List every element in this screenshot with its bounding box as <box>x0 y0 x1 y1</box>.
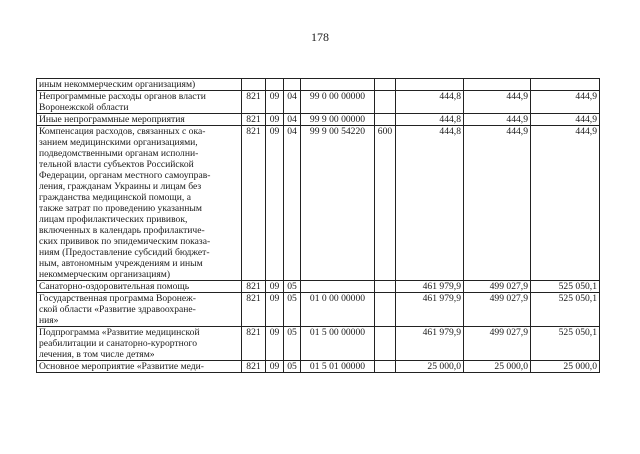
amount-year-3: 25 000,0 <box>531 361 600 373</box>
row-name: Основное мероприятие «Развитие меди- <box>37 361 242 373</box>
amount-year-1: 444,8 <box>396 126 464 281</box>
amount-year-2: 444,9 <box>464 114 531 126</box>
target-article: 01 5 01 00000 <box>301 361 375 373</box>
table-row <box>37 126 600 281</box>
amount-year-1 <box>396 79 464 91</box>
ministry-code: 821 <box>242 293 266 327</box>
row-name: иным некоммерческим организациям) <box>37 79 242 91</box>
ministry-code <box>242 79 266 91</box>
subsection-code: 04 <box>284 114 301 126</box>
amount-year-3: 444,9 <box>531 91 600 114</box>
row-name: Государственная программа Воронеж- ской области «Развитие здравоохране- ния» <box>37 293 242 327</box>
amount-year-2: 499 027,9 <box>464 281 531 293</box>
page-number: 178 <box>311 30 329 44</box>
section-code <box>266 79 284 91</box>
amount-year-3: 525 050,1 <box>531 327 600 361</box>
subsection-code: 05 <box>284 281 301 293</box>
amount-year-2: 499 027,9 <box>464 293 531 327</box>
section-code: 09 <box>266 114 284 126</box>
ministry-code: 821 <box>242 327 266 361</box>
section-code: 09 <box>266 361 284 373</box>
table-row <box>37 281 600 293</box>
amount-year-1: 25 000,0 <box>396 361 464 373</box>
amount-year-2: 499 027,9 <box>464 327 531 361</box>
section-code: 09 <box>266 327 284 361</box>
amount-year-3: 525 050,1 <box>531 281 600 293</box>
ministry-code: 821 <box>242 126 266 281</box>
budget-table <box>36 78 600 373</box>
amount-year-1: 444,8 <box>396 91 464 114</box>
expense-kind <box>375 79 396 91</box>
amount-year-1: 461 979,9 <box>396 281 464 293</box>
section-code: 09 <box>266 281 284 293</box>
table-row <box>37 91 600 114</box>
target-article: 99 0 00 00000 <box>301 91 375 114</box>
target-article: 99 9 00 54220 <box>301 126 375 281</box>
amount-year-1: 461 979,9 <box>396 327 464 361</box>
ministry-code: 821 <box>242 281 266 293</box>
amount-year-3 <box>531 79 600 91</box>
target-article <box>301 281 375 293</box>
row-name: Иные непрограммные мероприятия <box>37 114 242 126</box>
row-name: Санаторно-оздоровительная помощь <box>37 281 242 293</box>
row-name: Непрограммные расходы органов власти Воронежской области <box>37 91 242 114</box>
section-code: 09 <box>266 126 284 281</box>
subsection-code: 04 <box>284 91 301 114</box>
amount-year-2 <box>464 79 531 91</box>
amount-year-1: 461 979,9 <box>396 293 464 327</box>
subsection-code: 04 <box>284 126 301 281</box>
amount-year-2: 444,9 <box>464 126 531 281</box>
section-code: 09 <box>266 91 284 114</box>
table-row <box>37 293 600 327</box>
amount-year-3: 444,9 <box>531 114 600 126</box>
expense-kind <box>375 361 396 373</box>
target-article: 01 0 00 00000 <box>301 293 375 327</box>
target-article: 01 5 00 00000 <box>301 327 375 361</box>
target-article: 99 9 00 00000 <box>301 114 375 126</box>
table-row <box>37 79 600 91</box>
amount-year-1: 444,8 <box>396 114 464 126</box>
section-code: 09 <box>266 293 284 327</box>
subsection-code <box>284 79 301 91</box>
expense-kind: 600 <box>375 126 396 281</box>
ministry-code: 821 <box>242 91 266 114</box>
target-article <box>301 79 375 91</box>
ministry-code: 821 <box>242 114 266 126</box>
expense-kind <box>375 91 396 114</box>
table-row <box>37 361 600 373</box>
row-name: Компенсация расходов, связанных с ока- занием медицинскими организациями, подведомственными органам исполни- тельной власти субъектов Российской Федерации, органам местного самоуправ- ления, гражданам Украины и лицам без гражданства медицинской помощи, а также затрат по проведению указанным лицам профилактических прививок, включенных в календарь профилактиче- ских прививок по эпидемическим показа- ниям (Предоставление субсидий бюджет- ным, автономным учреждениям и иным некоммерческим организациям) <box>37 126 242 281</box>
subsection-code: 05 <box>284 293 301 327</box>
expense-kind <box>375 327 396 361</box>
expense-kind <box>375 114 396 126</box>
expense-kind <box>375 281 396 293</box>
amount-year-3: 444,9 <box>531 126 600 281</box>
amount-year-3: 525 050,1 <box>531 293 600 327</box>
subsection-code: 05 <box>284 327 301 361</box>
ministry-code: 821 <box>242 361 266 373</box>
amount-year-2: 444,9 <box>464 91 531 114</box>
row-name: Подпрограмма «Развитие медицинской реабилитации и санаторно-курортного лечения, в том числе детям» <box>37 327 242 361</box>
subsection-code: 05 <box>284 361 301 373</box>
amount-year-2: 25 000,0 <box>464 361 531 373</box>
expense-kind <box>375 293 396 327</box>
table-row <box>37 327 600 361</box>
table-row <box>37 114 600 126</box>
